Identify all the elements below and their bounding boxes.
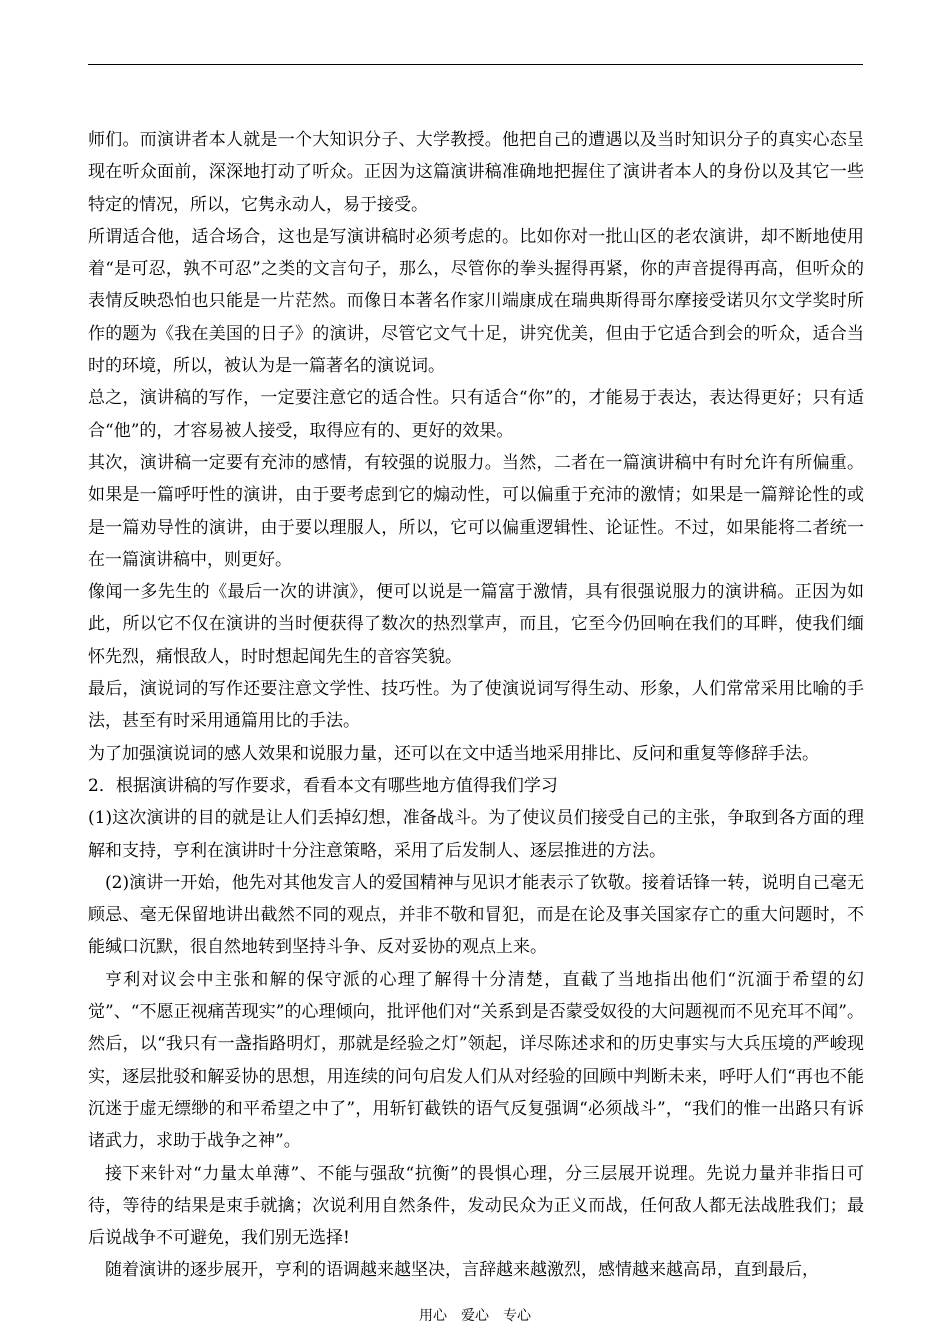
paragraph: 接下来针对“力量太单薄”、不能与强敌“抗衡”的畏惧心理，分三层展开说理。先说力量并非指日可待，等待的结果是束手就擒；次说利用自然条件，发动民众为正义而战，任何敌人都无法战胜我们；最后说战争不可避免，我们别无选择! xyxy=(88,1163,864,1249)
paragraph: (2)演讲一开始，他先对其他发言人的爱国精神与见识才能表示了钦敬。接着话锋一转，说明自己毫无顾忌、毫无保留地讲出截然不同的观点，并非不敬和冒犯，而是在论及事关国家存亡的重大问题时，不能缄口沉默，很自然地转到坚持斗争、反对妥协的观点上来。 xyxy=(88,872,864,958)
header-rule xyxy=(88,64,863,65)
paragraph: 其次，演讲稿一定要有充沛的感情，有较强的说服力。当然，二者在一篇演讲稿中有时允许有所偏重。如果是一篇呼吁性的演讲，由于要考虑到它的煽动性，可以偏重于充沛的激情；如果是一篇辩论性的或是一篇劝导性的演讲，由于要以理服人，所以，它可以偏重逻辑性、论证性。不过，如果能将二者统一在一篇演讲稿中，则更好。 xyxy=(88,452,864,570)
document-body xyxy=(88,124,864,1287)
paragraph: 最后，演说词的写作还要注意文学性、技巧性。为了使演说词写得生动、形象，人们常常采用比喻的手法，甚至有时采用通篇用比的手法。 xyxy=(88,679,864,732)
paragraph: 亨利对议会中主张和解的保守派的心理了解得十分清楚，直截了当地指出他们“沉湎于希望的幻觉”、“不愿正视痛苦现实”的心理倾向，批评他们对“关系到是否蒙受奴役的大问题视而不见充耳不闻”。然后，以“我只有一盏指路明灯，那就是经验之灯”领起，详尽陈述求和的历史事实与大兵压境的严峻现实，逐层批驳和解妥协的思想，用连续的问句启发人们从对经验的回顾中判断未来，呼吁人们“再也不能沉迷于虚无缥缈的和平希望之中了”，用斩钉截铁的语气反复强调“必须战斗”，“我们的惟一出路只有诉诸武力，求助于战争之神”。 xyxy=(88,969,864,1152)
paragraph: 总之，演讲稿的写作，一定要注意它的适合性。只有适合“你”的，才能易于表达，表达得更好；只有适合“他”的，才容易被人接受，取得应有的、更好的效果。 xyxy=(88,388,864,441)
paragraph: 所谓适合他，适合场合，这也是写演讲稿时必须考虑的。比如你对一批山区的老农演讲，却不断地使用着“是可忍，孰不可忍”之类的文言句子，那么，尽管你的拳头握得再紧，你的声音提得再高，但听众的表情反映恐怕也只能是一片茫然。而像日本著名作家川端康成在瑞典斯得哥尔摩接受诺贝尔文学奖时所作的题为《我在美国的日子》的演讲，尽管它文气十足，讲究优美，但由于它适合到会的听众，适合当时的环境，所以，被认为是一篇著名的演说词。 xyxy=(88,226,864,377)
paragraph: 随着演讲的逐步展开，亨利的语调越来越坚决，言辞越来越激烈，感情越来越高昂，直到最后， xyxy=(105,1260,819,1281)
paragraph: (1)这次演讲的目的就是让人们丢掉幻想，准备战斗。为了使议员们接受自己的主张，争取到各方面的理解和支持，亨利在演讲时十分注意策略，采用了后发制人、逐层推进的方法。 xyxy=(88,808,864,861)
page-footer: 用心 爱心 专心 xyxy=(419,1308,531,1324)
paragraph: 像闻一多先生的《最后一次的讲演》，便可以说是一篇富于激情，具有很强说服力的演讲稿。正因为如此，所以它不仅在演讲的当时便获得了数次的热烈掌声，而且，它至今仍回响在我们的耳畔，使我们缅怀先烈，痛恨敌人，时时想起闻先生的音容笑貌。 xyxy=(88,582,864,667)
section-heading: 2．根据演讲稿的写作要求，看看本文有哪些地方值得我们学习 xyxy=(88,775,558,796)
paragraph: 师们。而演讲者本人就是一个大知识分子、大学教授。他把自己的遭遇以及当时知识分子的真实心态呈现在听众面前，深深地打动了听众。正因为这篇演讲稿准确地把握住了演讲者本人的身份以及其它一些特定的情况，所以，它隽永动人，易于接受。 xyxy=(88,130,864,215)
paragraph: 为了加强演说词的感人效果和说服力量，还可以在文中适当地采用排比、反问和重复等修辞手法。 xyxy=(88,743,819,764)
